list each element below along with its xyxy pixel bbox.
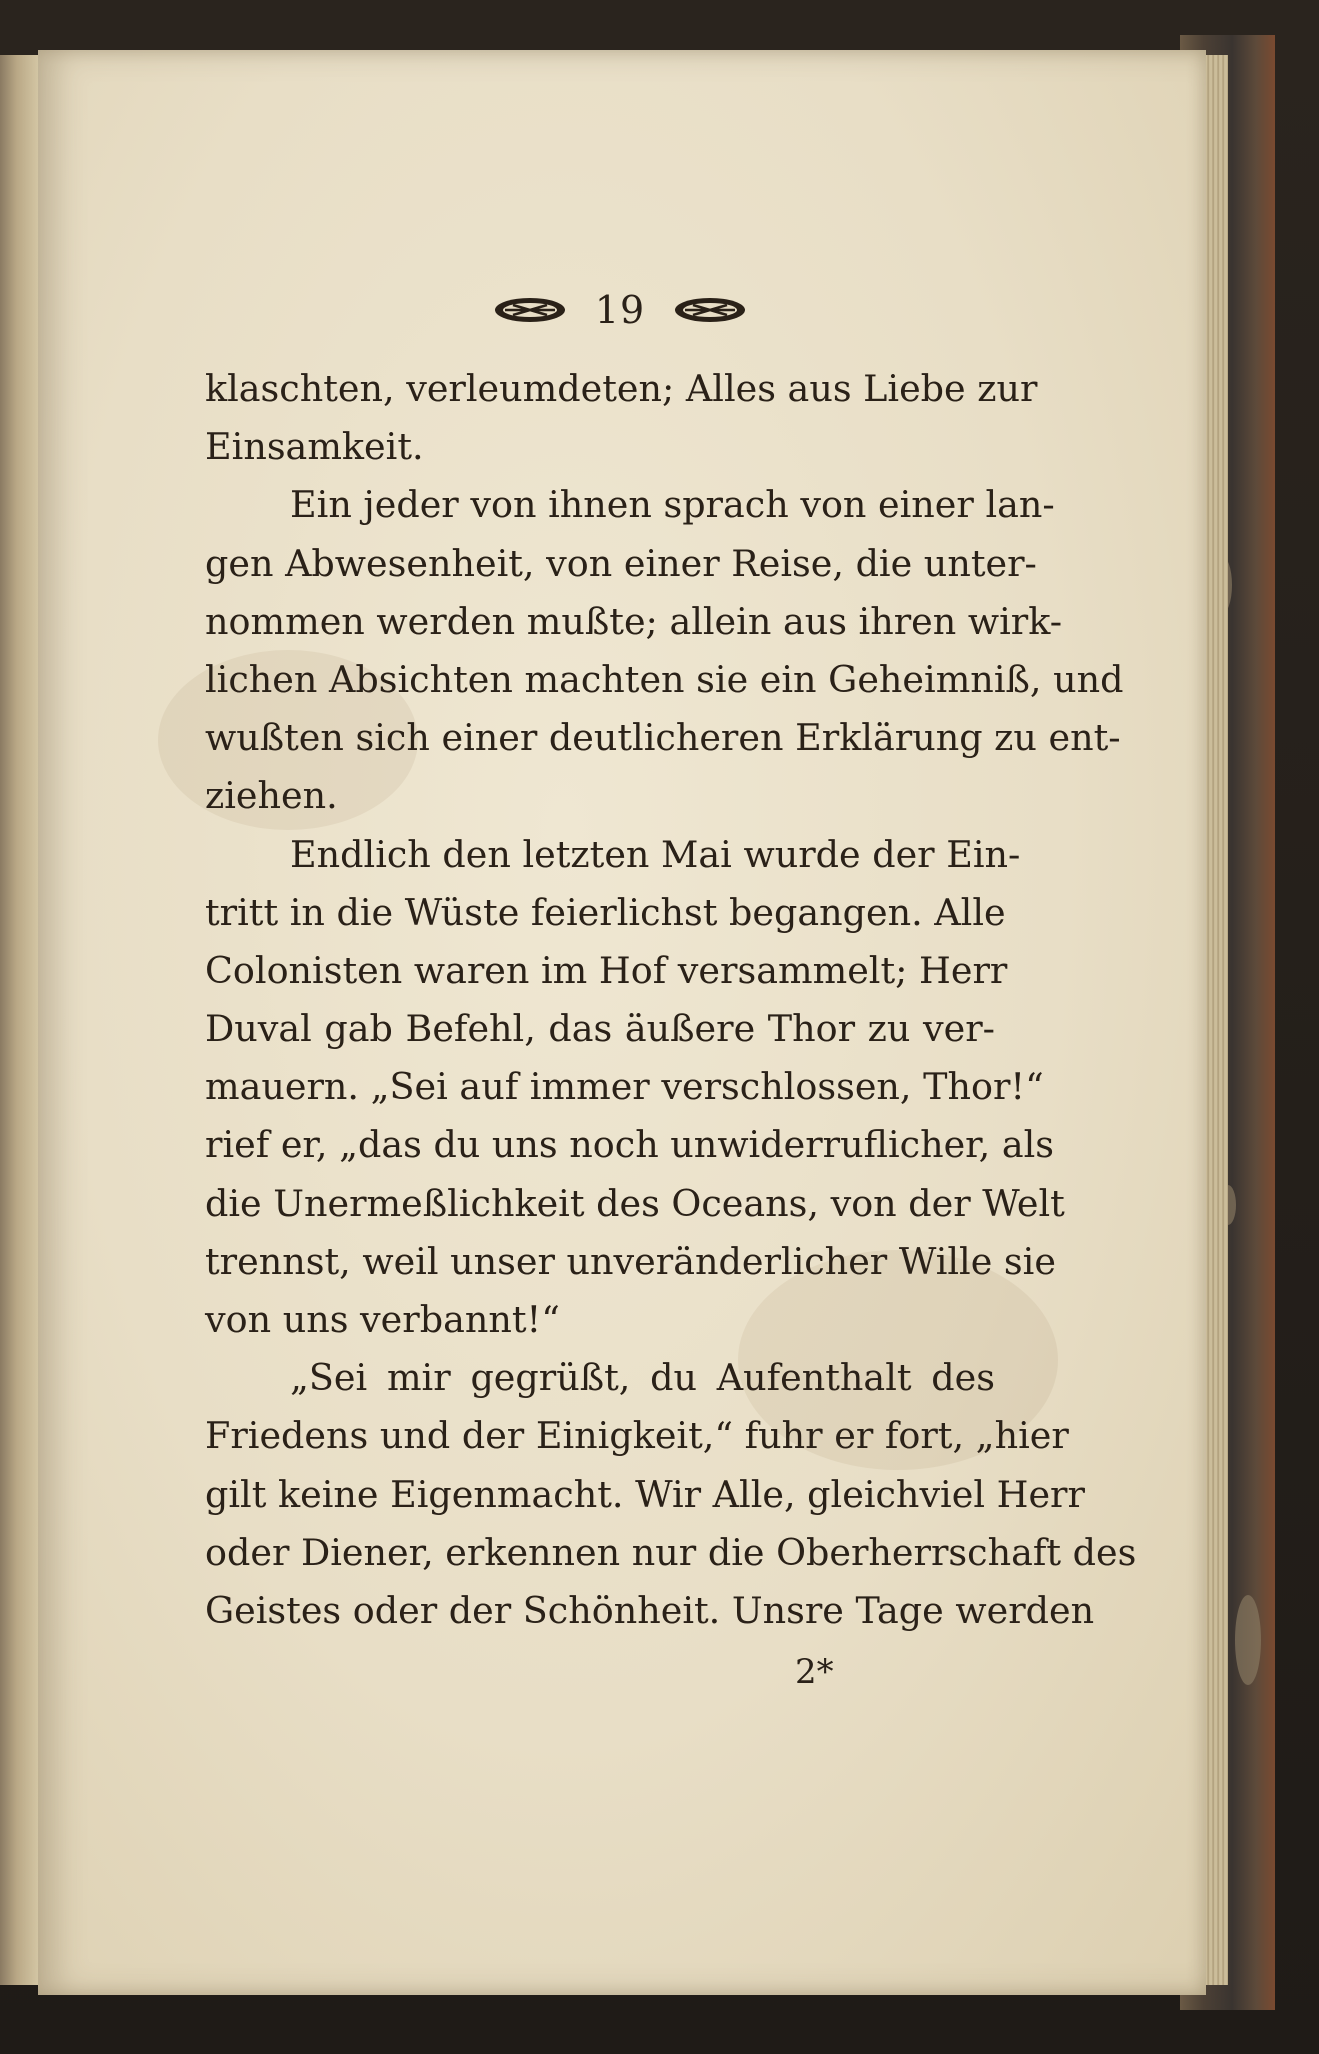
text-line: gilt keine Eigenmacht. Wir Alle, gleichviel Herr: [205, 1472, 1085, 1516]
text-line: von uns verbannt!“: [205, 1298, 560, 1341]
text-line: nommen werden mußte; allein aus ihren wirk-: [205, 599, 1063, 643]
text-line: Ein jeder von ihnen sprach von einer lan-: [290, 483, 1055, 527]
text-line: mauern. „Sei auf immer verschlossen, Thor!“: [205, 1065, 1044, 1109]
text-line: rief er, „das du uns noch unwiderruflicher, als: [205, 1123, 1054, 1167]
text-line: Einsamkeit.: [205, 425, 424, 469]
text-line: die Unermeßlichkeit des Oceans, von der Welt: [205, 1181, 1065, 1225]
text-line: Endlich den letzten Mai wurde der Ein-: [290, 832, 1021, 876]
text-line: Colonisten waren im Hof versammelt; Herr: [205, 948, 1008, 992]
text-line: Geistes oder der Schönheit. Unsre Tage werden: [205, 1588, 1095, 1632]
text-line: gen Abwesenheit, von einer Reise, die unter-: [205, 541, 1037, 585]
right-ornament-icon: [673, 296, 747, 324]
page-number: 19: [594, 288, 646, 332]
page-header: [470, 280, 770, 340]
previous-page-edge: [0, 55, 42, 1985]
text-line: wußten sich einer deutlicheren Erklärung zu ent-: [205, 716, 1121, 760]
text-line: ziehen.: [205, 774, 338, 818]
text-line: klaschten, verleumdeten; Alles aus Liebe zur: [205, 367, 1038, 410]
text-line: „Sei mir gegrüßt, du Aufenthalt des: [290, 1356, 995, 1400]
body-text: [205, 360, 1137, 1640]
text-line: Friedens und der Einigkeit,“ fuhr er fort, „hier: [205, 1414, 1069, 1458]
left-ornament-icon: [493, 296, 567, 324]
text-line: tritt in die Wüste feierlichst begangen. Alle: [205, 890, 1006, 934]
text-line: Duval gab Befehl, das äußere Thor zu ver-: [205, 1007, 995, 1051]
text-line: lichen Absichten machten sie ein Geheimniß, und: [205, 657, 1124, 701]
printer-signature-mark: 2*: [795, 1652, 834, 1692]
text-line: trennst, weil unser unveränderlicher Wille sie: [205, 1239, 1056, 1283]
text-line: oder Diener, erkennen nur die Oberherrschaft des: [205, 1530, 1137, 1574]
